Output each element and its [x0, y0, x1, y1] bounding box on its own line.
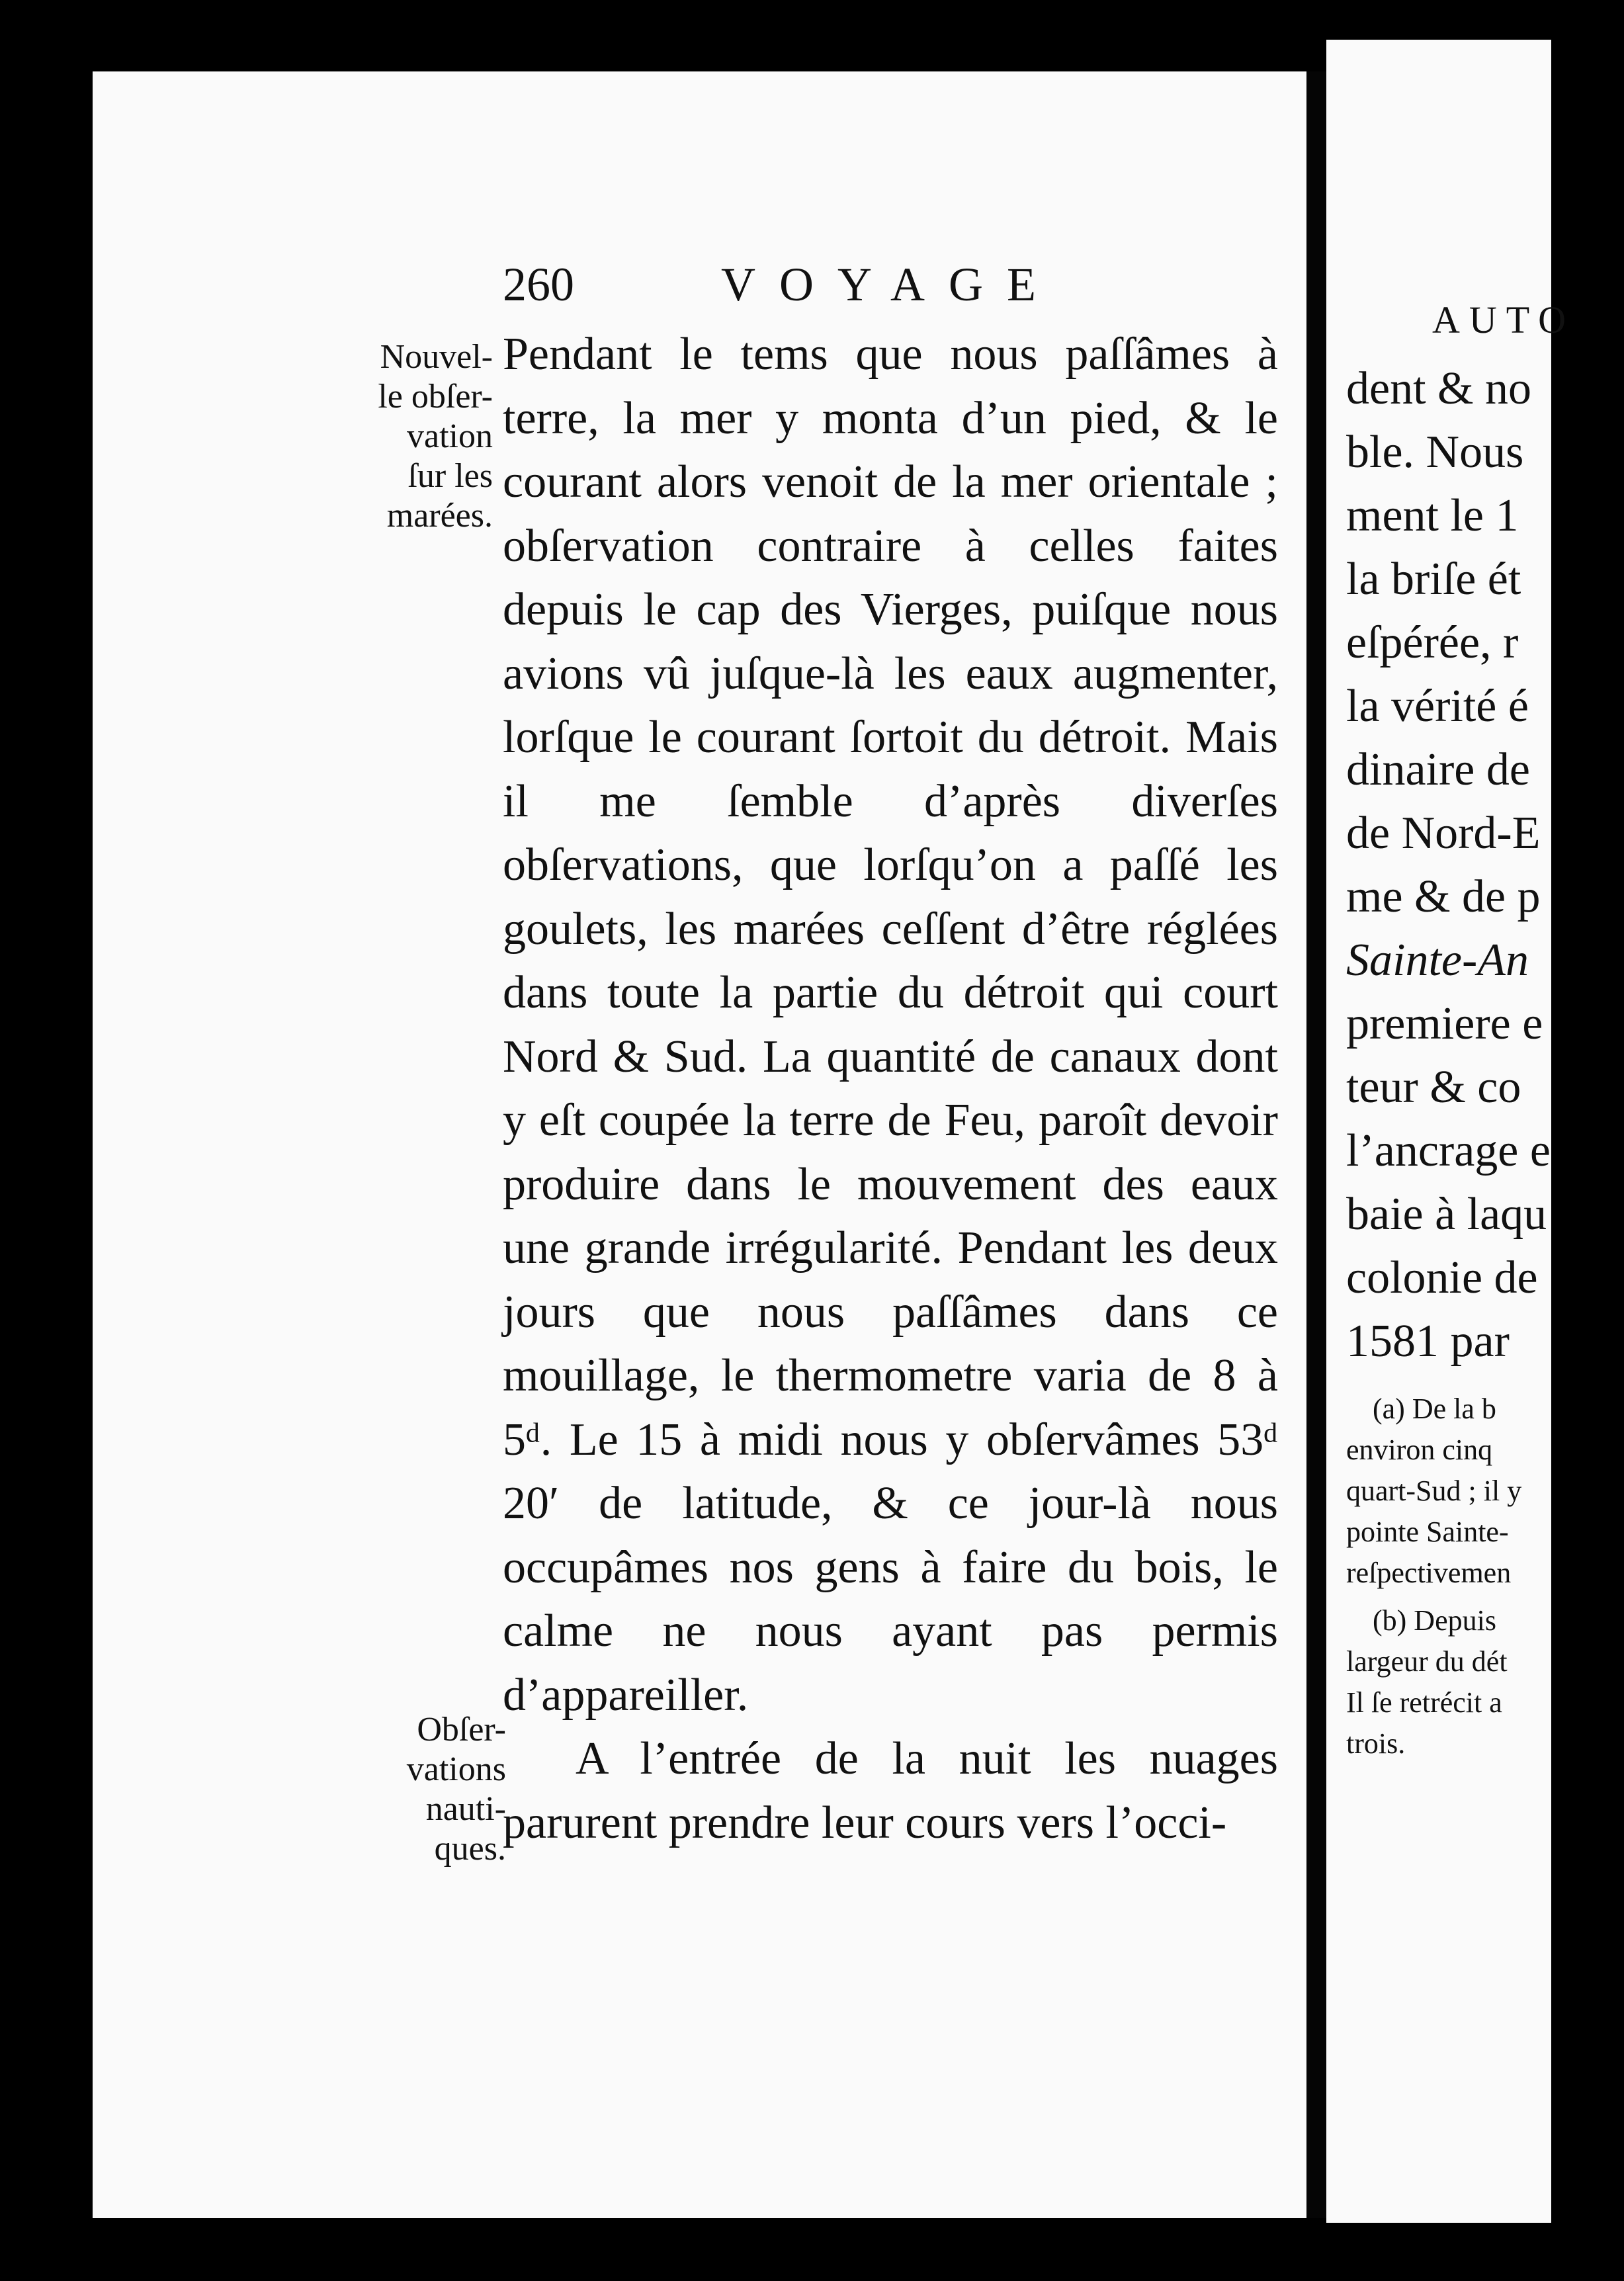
right-text-line: la briſe ét — [1346, 554, 1521, 605]
paragraph: A l’entrée de la nuit les nuages parurent prendre leur cours vers l’occi- — [503, 1733, 1278, 1848]
marginal-note-line: le obſer- — [378, 378, 493, 415]
marginal-note-line: ques. — [434, 1830, 506, 1868]
right-running-title: AUTO — [1432, 298, 1576, 341]
right-text-line: Sainte-An — [1346, 935, 1529, 986]
right-footnote-line: largeur du dét — [1346, 1645, 1508, 1678]
right-text-line: 1581 par — [1346, 1316, 1510, 1367]
right-text-line: baie à laqu — [1346, 1189, 1547, 1240]
right-text-line: ble. Nous — [1346, 427, 1524, 478]
right-text-line: colonie de — [1346, 1252, 1538, 1303]
page-header — [503, 255, 1270, 314]
marginal-note-line: Nouvel- — [380, 338, 493, 376]
marginal-note-line: marées. — [386, 497, 493, 535]
running-title: VOYAGE — [721, 258, 1060, 311]
marginal-note-nautical — [367, 1710, 506, 1869]
right-footnote-line: environ cinq — [1346, 1434, 1493, 1466]
right-footnote-line: trois. — [1346, 1727, 1406, 1760]
right-text-line: teur & co — [1346, 1062, 1521, 1113]
right-footnote-line: Il ſe retrécit a — [1346, 1686, 1502, 1719]
right-page-fragment — [1326, 40, 1576, 2223]
book-gutter — [1306, 71, 1326, 2218]
marginal-note-line: nauti- — [425, 1790, 506, 1828]
right-footnote-line: reſpectivemen — [1346, 1557, 1512, 1589]
right-text-line: ment le 1 — [1346, 490, 1519, 541]
marginal-note-line: Obſer- — [417, 1711, 506, 1748]
page-number: 260 — [503, 258, 574, 311]
right-footnote-line: (b) Depuis — [1373, 1604, 1496, 1637]
right-text-line: dent & no — [1346, 363, 1531, 414]
right-footnote-line: quart-Sud ; il y — [1346, 1475, 1522, 1507]
right-text-line: eſpérée, r — [1346, 617, 1519, 668]
marginal-note-line: vations — [406, 1750, 506, 1788]
marginal-note-line: vation — [407, 417, 493, 455]
right-footnote-line: pointe Sainte- — [1346, 1516, 1509, 1548]
paragraph: Pendant le tems que nous paſſâmes à terre, la mer y monta d’un pied, & le courant alors venoit de la mer orientale ; obſervation contraire à celles faites depuis le cap des Vierges, puiſque nous avions vû juſque-là les eaux augmenter, lorſque le courant ſortoit du détroit. Mais il me ſemble d’après diverſes obſervations, que lorſqu’on a paſſé les goulets, les marées ceſſent d’être réglées dans toute la partie du détroit qui court Nord & Sud. La quantité de canaux dont y eſt coupée la terre de Feu, paroît devoir produire dans le mouvement des eaux une grande irrégularité. Pendant les deux jours que nous paſſâmes dans ce mouillage, le thermometre varia de 8 à 5ᵈ. Le 15 à midi nous y obſervâmes 53ᵈ 20′ de latitude, & ce jour-là nous occupâmes nos gens à faire du bois, le calme ne nous ayant pas permis d’appareiller. — [503, 329, 1278, 1721]
right-text-line: la vérité é — [1346, 681, 1529, 732]
right-text-line: dinaire de — [1346, 744, 1530, 795]
main-body-text — [503, 323, 1278, 1855]
right-text-line: premiere e — [1346, 998, 1543, 1049]
marginal-note-line: ſur les — [407, 457, 493, 495]
right-text-line: l’ancrage e — [1346, 1125, 1551, 1176]
right-text-line: de Nord-E — [1346, 808, 1541, 859]
right-footnote-line: (a) De la b — [1373, 1393, 1496, 1425]
marginal-note-tides — [354, 337, 493, 536]
right-text-line: me & de p — [1346, 871, 1541, 922]
